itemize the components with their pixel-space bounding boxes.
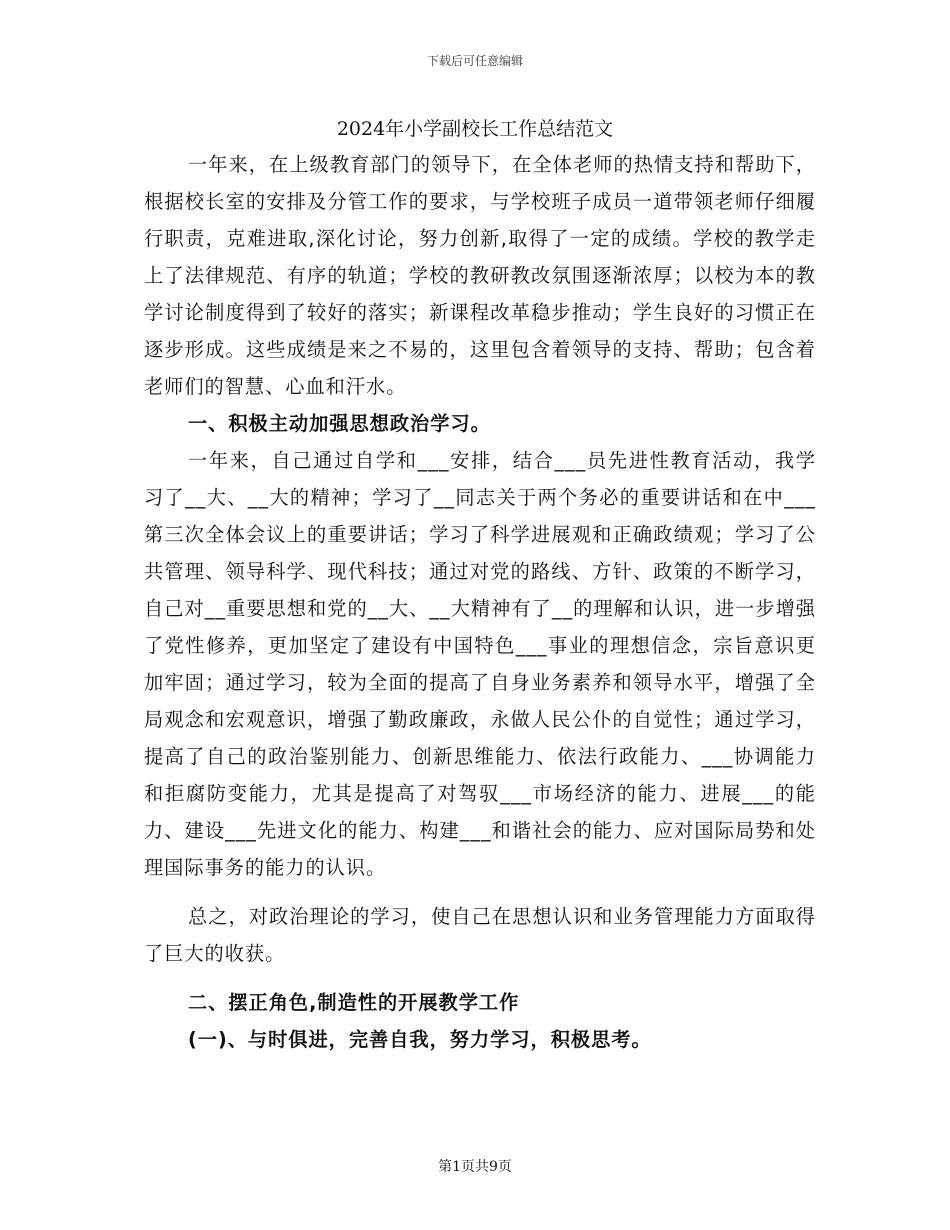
section-heading-1: 一、积极主动加强思想政治学习。 xyxy=(188,412,491,435)
paragraph-study: 一年来，自己通过自学和___安排，结合___员先进性教育活动，我学习了__大、__大的精神；学习了__同志关于两个务必的重要讲话和在中___第三次全体会议上的重要讲话；学习了科学进展观和正确政绩观；学习了公共管理、领导科学、现代科技；通过对党的路线、方针、政策的不断学习，自己对__重要思想和党的__大、__大精神有了__的理解和认识，进一步增强了党性修养，更加坚定了建设有中国特色___事业的理想信念，宗旨意识更加牢固；通过学习，较为全面的提高了自身业务素养和领导水平，增强了全局观念和宏观意识，增强了勤政廉政，永做人民公仆的自觉性；通过学习，提高了自己的政治鉴别能力、创新思维能力、依法行政能力、___协调能力和拒腐防变能力，尤其是提高了对驾驭___市场经济的能力、进展___的能力、建设___先进文化的能力、构建___和谐社会的能力、应对国际局势和处理国际事务的能力的认识。 xyxy=(144,449,816,879)
page-number: 第1页共9页 xyxy=(438,1159,512,1175)
document-title: 2024年小学副校长工作总结范文 xyxy=(336,118,614,140)
paragraph-summary: 总之，对政治理论的学习，使自己在思想认识和业务管理能力方面取得了巨大的收获。 xyxy=(144,905,816,965)
section-heading-2: 二、摆正角色,制造性的开展教学工作 xyxy=(188,991,520,1014)
paragraph-intro: 一年来，在上级教育部门的领导下，在全体老师的热情支持和帮助下，根据校长室的安排及分管工作的要求，与学校班子成员一道带领老师仔细履行职责，克难进取,深化讨论，努力创新,取得了一定的成绩。学校的教学走上了法律规范、有序的轨道；学校的教研教改氛围逐渐浓厚；以校为本的教学讨论制度得到了较好的落实；新课程改革稳步推动；学生良好的习惯正在逐步形成。这些成绩是来之不易的，这里包含着领导的支持、帮助；包含着老师们的智慧、心血和汗水。 xyxy=(144,153,816,398)
document-body xyxy=(144,146,816,1058)
page-header-note: 下载后可任意编辑 xyxy=(426,54,523,68)
subsection-heading-1: (一)、与时俱进，完善自我，努力学习，积极思考。 xyxy=(188,1028,652,1051)
